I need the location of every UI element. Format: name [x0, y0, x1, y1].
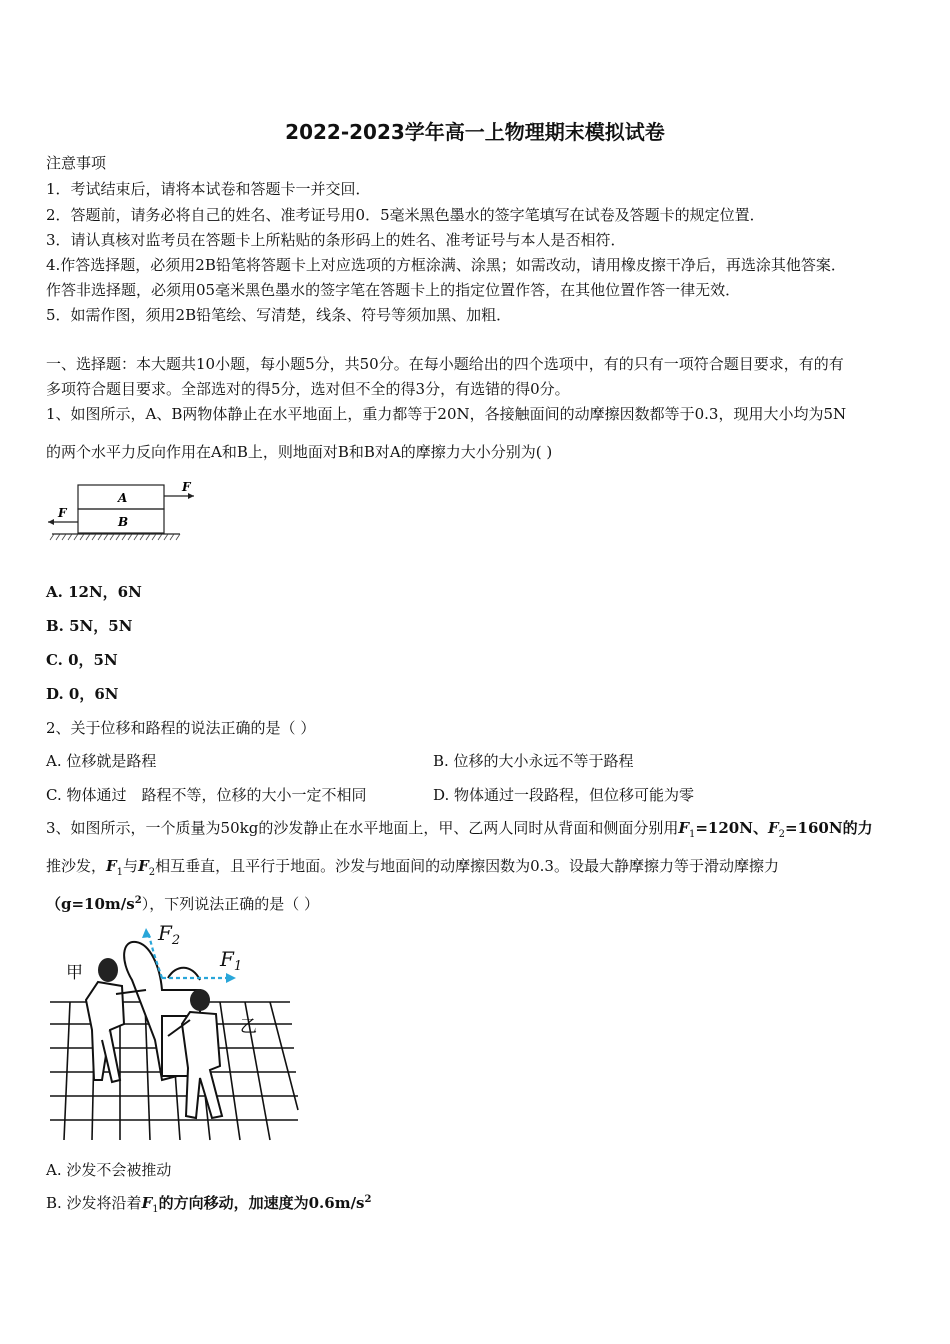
- q1-blocks-figure: [44, 476, 194, 548]
- q3-stem-cont: 推沙发，$F_1$与$F_2$相互垂直，且平行于地面。沙发与地面间的动摩擦因数为0.3。设最大静摩擦力等于滑动摩擦力: [46, 857, 779, 878]
- q1-option-c[interactable]: C. 0，5N: [46, 651, 118, 669]
- q3-stem-cont2: $(g=10m/s^2)$，下列说法正确的是（ ）: [46, 895, 319, 913]
- q3-option-a[interactable]: A. 沙发不会被推动: [46, 1161, 172, 1179]
- q3-stem: 3、如图所示，一个质量为50kg的沙发静止在水平地面上，甲、乙两人同时从背面和侧面分别用$F_1=120N$、$F_2=160N$的力: [46, 819, 873, 840]
- page-title: 2022-2023学年高一上物理期末模拟试卷: [285, 120, 665, 144]
- notice-heading: 注意事项: [46, 154, 107, 172]
- q1-option-d[interactable]: D. 0，6N: [46, 685, 119, 703]
- notice-item: 3．请认真核对监考员在答题卡上所粘贴的条形码上的姓名、准考证号与本人是否相符．: [46, 231, 626, 249]
- notice-item: 1．考试结束后，请将本试卷和答题卡一并交回．: [46, 180, 371, 198]
- q1-stem-cont: 的两个水平力反向作用在A和B上，则地面对B和B对A的摩擦力大小分别为( ): [46, 443, 553, 461]
- q3-option-b[interactable]: B. 沙发将沿着$F_1$的方向移动，加速度为$0.6m/s^2$: [46, 1194, 372, 1215]
- q1-stem: 1、如图所示，A、B两物体静止在水平地面上，重力都等于20N，各接触面间的动摩擦因数都等于0.3，现用大小均为5N: [46, 405, 847, 423]
- arrow-up-icon: [142, 928, 151, 938]
- notice-item: 4.作答选择题，必须用2B铅笔将答题卡上对应选项的方框涂满、涂黑；如需改动，请用橡皮擦干净后，再选涂其他答案．: [46, 256, 846, 274]
- section-instructions: 一、选择题：本大题共10小题，每小题5分，共50分。在每小题给出的四个选项中，有的只有一项符合题目要求，有的有: [46, 355, 844, 373]
- q2-option-a[interactable]: A. 位移就是路程: [46, 752, 157, 770]
- q2-stem: 2、关于位移和路程的说法正确的是（ ）: [46, 719, 316, 737]
- f2-label: $F_2$: [158, 921, 181, 948]
- q1-option-a[interactable]: A. 12N，6N: [46, 583, 142, 601]
- block-a-label: A: [118, 491, 128, 505]
- ground-hatch: [50, 534, 180, 540]
- arrow-left-icon: [48, 519, 54, 525]
- force-bottom-label: F: [58, 506, 67, 520]
- f1-label: $F_1$: [220, 947, 243, 974]
- notice-item: 作答非选择题，必须用05毫米黑色墨水的签字笔在答题卡上的指定位置作答，在其他位置作答一律无效．: [46, 281, 741, 299]
- q2-option-c[interactable]: C. 物体通过 路程不等，位移的大小一定不相同: [46, 786, 367, 804]
- person-jia-label: 甲: [66, 963, 83, 983]
- q2-option-d[interactable]: D. 物体通过一段路程，但位移可能为零: [433, 786, 695, 804]
- notice-item: 5．如需作图，须用2B铅笔绘、写清楚，线条、符号等须加黑、加粗．: [46, 306, 512, 324]
- arrow-right-icon: [226, 973, 236, 983]
- person-yi-label: 乙: [240, 1017, 257, 1037]
- q3-sofa-figure: [50, 920, 300, 1142]
- force-top-label: F: [182, 480, 191, 494]
- section-instructions-cont: 多项符合题目要求。全部选对的得5分，选对但不全的得3分，有选错的得0分。: [46, 380, 570, 398]
- block-b-label: B: [118, 515, 129, 529]
- notice-item: 2．答题前，请务必将自己的姓名、准考证号用0．5毫米黑色墨水的签字笔填写在试卷及答题卡的规定位置．: [46, 206, 765, 224]
- q1-option-b[interactable]: B. 5N，5N: [46, 617, 133, 635]
- q2-option-b[interactable]: B. 位移的大小永远不等于路程: [433, 752, 634, 770]
